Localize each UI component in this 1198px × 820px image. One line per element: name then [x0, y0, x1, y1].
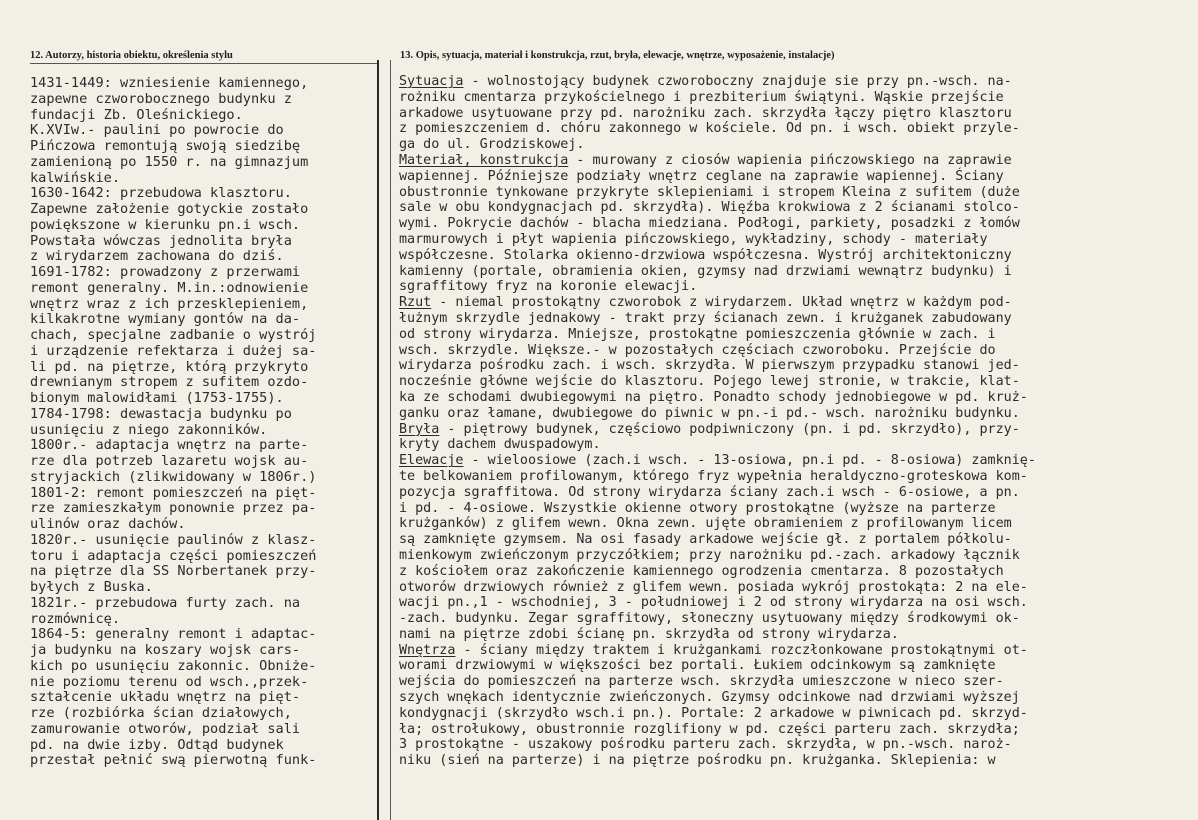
description-line: [399, 422, 1036, 438]
description-text: wirydarza pośrodku zach. i wsch. skrzydła. W pierwszym przypadku stanowi jed-: [399, 358, 1020, 374]
description-text: z pomieszczeniem d. chóru zakonnego w kościele. Od pn. i wsch. obiekt przyle-: [399, 121, 1020, 137]
description-column: [399, 74, 1036, 769]
description-line: [399, 327, 1036, 343]
history-line: 1784-1798: dewastacja budynku po: [30, 405, 292, 422]
description-text: i pd. - 4-osiowe. Wszystkie okienne otwory prostokątne (wyższe na parterze: [399, 500, 996, 516]
history-line: chach, specjalne zadbanie o wystrój: [30, 327, 317, 343]
description-text: -zach. budynku. Zegar sgraffitowy, słoneczny usytuowany między środkowymi ok-: [399, 611, 1020, 627]
description-line: [399, 753, 1036, 769]
history-line: fundacji Zb. Oleśnickiego.: [30, 106, 243, 123]
history-line: kich po usunięciu zakonnic. Obniże-: [30, 657, 317, 674]
description-line: [399, 453, 1036, 469]
description-text: pozycja sgraffitowa. Od strony wirydarza ściany zach.i wsch - 6-osiowe, a pn.: [399, 484, 1020, 500]
description-line: [399, 390, 1036, 406]
description-text: niku (sień na parterze) i na piętrze pośrodku pn. krużganka. Sklepienia: w: [399, 753, 996, 769]
description-line: [399, 185, 1036, 201]
history-line: zapewne czworobocznego budynku z: [30, 90, 292, 107]
history-line: rze dla potrzeb lazaretu wojsk au-: [30, 453, 309, 469]
history-line: drewnianym stropem z sufitem ozdo-: [30, 374, 309, 391]
description-text: - murowany z ciosów wapienia pińczowskiego na zaprawie: [568, 152, 1012, 168]
description-line: [399, 121, 1036, 137]
description-text: - piętrowy budynek, częściowo podpiwniczony (pn. i pd. skrzydło), przy-: [439, 421, 1020, 437]
description-text: kondygnacji (skrzydło wsch.i pn.). Portale: 2 arkadowe w piwnicach pd. skrzyd-: [399, 705, 1028, 721]
description-line: [399, 501, 1036, 517]
column-divider-secondary: [390, 60, 391, 820]
left-header-rule: [30, 63, 377, 64]
history-line: rozmównicę.: [30, 610, 121, 627]
history-line: toru i adaptacja części pomieszczeń: [30, 547, 317, 564]
description-text: marmurowych i płyt wapienia pińczowskiego, wykładziny, schody - materiały: [399, 231, 988, 247]
section-heading: Materiał, konstrukcja: [399, 152, 569, 168]
description-line: [399, 737, 1036, 753]
history-line: usunięciu z niego zakonników.: [30, 421, 268, 438]
description-text: - ściany między traktem i krużgankami rozczłonkowane prostokątnymi ot-: [455, 642, 1028, 658]
description-text: 3 prostokątne - uszakowy pośrodku parteru zach. skrzydła, w pn.-wsch. naroż-: [399, 737, 1012, 753]
history-line: i urządzenie refektarza i dużej sa-: [30, 342, 317, 359]
description-line: [399, 658, 1036, 674]
description-text: ganku oraz łamane, dwubiegowe do piwnic w pn.-i pd.- wsch. narożniku budynku.: [399, 405, 1020, 421]
description-text: wejścia do pomieszczeń na parterze wsch. skrzydła umieszczone w nieco szer-: [399, 674, 1004, 690]
description-text: ka ze schodami dwubiegowymi na piętro. Ponadto schody jednobiegowe w pd. kruż-: [399, 389, 1028, 405]
history-line: 1864-5: generalny remont i adaptac-: [30, 626, 317, 643]
history-line: 1630-1642: przebudowa klasztoru.: [30, 185, 292, 202]
description-line: [399, 722, 1036, 738]
section-heading: Sytuacja: [399, 74, 464, 89]
description-line: [399, 137, 1036, 153]
description-line: [399, 295, 1036, 311]
history-line: kalwińskie.: [30, 169, 121, 186]
history-line: wnętrz wraz z ich przesklepieniem,: [30, 295, 309, 312]
description-text: worami drzwiowymi w większości bez portali. Łukiem odcinkowym są zamknięte: [399, 658, 996, 674]
description-text: współczesne. Stolarka okienno-drzwiowa współczesna. Wystrój architektoniczny: [399, 247, 1012, 263]
description-line: [399, 311, 1036, 327]
description-line: [399, 74, 1036, 90]
history-line: Powstała wówczas jednolita bryła: [30, 232, 292, 249]
description-text: sale w obu kondygnacjach pd. skrzydła). Więźba krokwiowa z 2 ścianami stolco-: [399, 200, 1020, 216]
description-text: od strony wirydarza. Mniejsze, prostokątne pomieszczenia głównie w zach. i: [399, 326, 996, 342]
history-line: K.XVIw.- paulini po powrocie do: [30, 122, 284, 139]
history-line: pd. na dwie izby. Odtąd budynek: [30, 736, 284, 753]
history-line: kilkakrotne wymiany gontów na da-: [30, 311, 301, 328]
description-line: [399, 437, 1036, 453]
history-line: Pińczowa remontują swoją siedzibę: [30, 138, 301, 154]
history-line: rze (rozbiórka ścian działowych,: [30, 705, 292, 721]
history-line: 1820r.- usunięcie paulinów z klasz-: [30, 531, 317, 548]
section-heading: Elewacje: [399, 453, 464, 469]
column-divider: [377, 60, 379, 820]
history-line: nie poziomu terenu od wsch.,przek-: [30, 673, 309, 690]
description-text: mienkowym zwieńczonym przyczółkiem; przy narożniku pd.-zach. arkadowy łącznik: [399, 547, 1020, 563]
description-line: [399, 516, 1036, 532]
description-text: łużnym skrzydle jednakowy - trakt przy ścianach zewn. i krużganek zabudowany: [399, 310, 1012, 326]
description-line: [399, 564, 1036, 580]
history-line: 1821r.- przebudowa furty zach. na: [30, 594, 301, 611]
description-line: [399, 532, 1036, 548]
history-line: ształcenie układu wnętrz na pięt-: [30, 689, 301, 706]
history-line: byłych z Buska.: [30, 579, 153, 595]
description-line: [399, 485, 1036, 501]
description-line: [399, 611, 1036, 627]
description-line: [399, 343, 1036, 359]
description-line: [399, 248, 1036, 264]
description-line: [399, 674, 1036, 690]
description-line: [399, 232, 1036, 248]
description-text: szych wnękach identycznie zwieńczonych. Gzymsy odcinkowe nad drzwiami wyższej: [399, 690, 1020, 706]
history-line: bionym malowidłami (1753-1755).: [30, 390, 284, 406]
history-line: remont generalny. M.in.:odnowienie: [30, 279, 309, 296]
history-line: li pd. na piętrze, którą przykryto: [30, 358, 309, 375]
description-text: - wolnostojący budynek czworoboczny znajduje sie przy pn.-wsch. na-: [463, 74, 1012, 89]
description-text: otworów drzwiowych również z glifem wewn. posiada wykrój prostokąta: 2 na ele-: [399, 579, 1028, 595]
history-line: Zapewne założenie gotyckie zostało: [30, 201, 309, 217]
description-text: ga do ul. Grodziskowej.: [399, 137, 585, 153]
history-line: na piętrze dla SS Norbertanek przy-: [30, 563, 317, 580]
description-line: [399, 580, 1036, 596]
description-text: - niemal prostokątny czworobok z wirydarzem. Układ wnętrz w każdym pod-: [431, 295, 1012, 311]
description-line: [399, 643, 1036, 659]
description-line: [399, 264, 1036, 280]
description-line: [399, 358, 1036, 374]
history-line: 1691-1782: prowadzony z przerwami: [30, 264, 301, 280]
description-line: [399, 690, 1036, 706]
section-heading: Bryła: [399, 421, 440, 437]
description-text: sgraffitowy fryz na koronie elewacji.: [399, 279, 698, 295]
history-column: [30, 76, 316, 769]
description-text: rożniku cmentarza przykościelnego i prezbiterium świątyni. Wąskie przejście: [399, 89, 1004, 105]
section-13-header: 13. Opis, sytuacja, materiał i konstrukcja, rzut, bryła, elewacje, wnętrze, wyposażenie, instalacje): [400, 50, 835, 61]
description-text: kryty dachem dwuspadowym.: [399, 437, 601, 453]
description-line: [399, 153, 1036, 169]
description-text: - wieloosiowe (zach.i wsch. - 13-osiowa, pn.i pd. - 8-osiowa) zamknię-: [463, 453, 1036, 469]
history-line: 1801-2: remont pomieszczeń na pięt-: [30, 484, 317, 501]
description-text: są zamknięte gzymsem. Na osi fasady arkadowe wejście gł. z portalem półkolu-: [399, 532, 1012, 548]
description-line: [399, 200, 1036, 216]
description-line: [399, 595, 1036, 611]
description-line: [399, 706, 1036, 722]
description-line: [399, 216, 1036, 232]
history-line: stryjackich (zlikwidowany w 1806r.): [30, 468, 317, 485]
history-line: przestał pełnić swą pierwotną funk-: [30, 752, 317, 769]
history-line: ja budynku na koszary wojsk cars-: [30, 642, 301, 658]
history-line: zamienioną po 1550 r. na gimnazjum: [30, 153, 309, 170]
history-line: ulinów oraz dachów.: [30, 516, 186, 532]
description-text: obustronnie tynkowane przykryte sklepieniami i stropem Kleina z sufitem (duże: [399, 184, 1020, 200]
description-text: kamienny (portale, obramienia okien, gzymsy nad drzwiami wewnątrz budynku) i: [399, 263, 1012, 279]
description-text: ła; ostrołukowy, obustronnie rozglifiony w pd. części parteru zach. skrzydła;: [399, 721, 1020, 737]
description-text: nami na piętrze zdobi ścianę pn. skrzydła od strony wirydarza.: [399, 626, 899, 642]
description-text: wapiennej. Późniejsze podziały wnętrz ceglane na zaprawie wapiennej. Ściany: [399, 168, 1004, 184]
history-line: rze zamieszkałym ponownie przez pa-: [30, 500, 317, 517]
history-line: 1800r.- adaptacja wnętrz na parte-: [30, 437, 309, 454]
description-text: z kościołem oraz zakończenie kamiennego ogrodzenia cmentarza. 8 pozostałych: [399, 563, 1004, 579]
description-line: [399, 106, 1036, 122]
description-text: arkadowe usytuowane przy pd. narożniku zach. skrzydła łączy piętro klasztoru: [399, 105, 1012, 121]
description-line: [399, 627, 1036, 643]
description-line: [399, 90, 1036, 106]
description-line: [399, 469, 1036, 485]
description-line: [399, 169, 1036, 185]
description-text: wsch. skrzydle. Większe.- w pozostałych częściach czworoboku. Przejście do: [399, 342, 996, 358]
description-text: nocześnie główne wejście do klasztoru. Pojego lewej stronie, w trakcie, klat-: [399, 374, 1020, 390]
description-line: [399, 406, 1036, 422]
description-line: [399, 279, 1036, 295]
history-line: z wirydarzem zachowana do dziś.: [30, 248, 284, 265]
history-line: powiększone w kierunku pn.i wsch.: [30, 216, 301, 233]
description-text: te belkowaniem profilowanym, którego fryz wypełnia heraldyczno-groteskowa kom-: [399, 468, 1028, 484]
description-line: [399, 374, 1036, 390]
section-heading: Rzut: [399, 295, 432, 311]
description-text: wacji pn.,1 - wschodniej, 3 - południowej i 2 od strony wirydarza na osi wsch.: [399, 595, 1028, 611]
description-line: [399, 548, 1036, 564]
description-text: krużganków) z glifem wewn. Okna zewn. ujęte obramieniem z profilowanym licem: [399, 516, 1012, 532]
history-line: 1431-1449: wzniesienie kamiennego,: [30, 75, 309, 91]
history-line: zamurowanie otworów, podział sali: [30, 720, 301, 737]
section-heading: Wnętrza: [399, 642, 456, 658]
description-text: wymi. Pokrycie dachów - blacha miedziana. Podłogi, parkiety, posadzki z łomów: [399, 216, 1020, 232]
section-12-header: 12. Autorzy, historia obiektu, określenia stylu: [30, 50, 233, 61]
